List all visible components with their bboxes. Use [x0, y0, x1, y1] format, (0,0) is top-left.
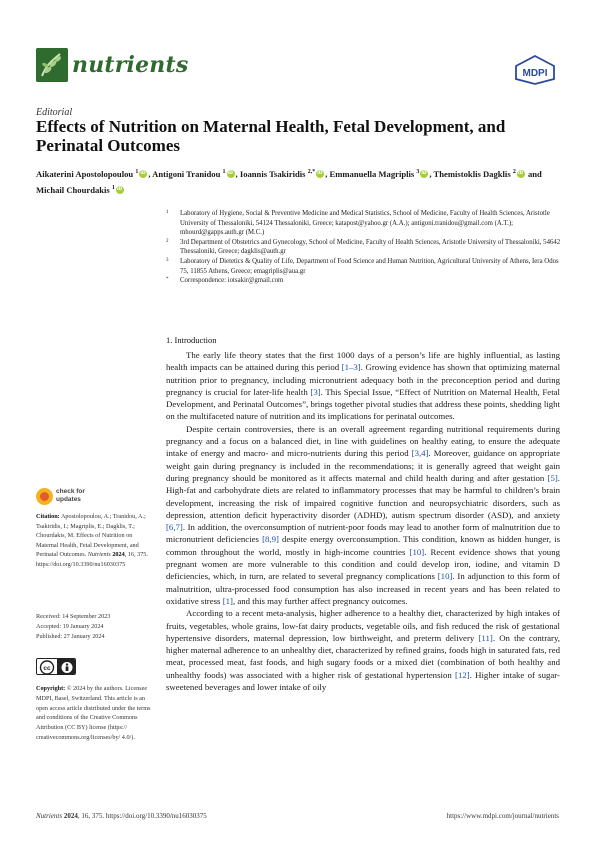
copyright-block: [36, 684, 154, 743]
orcid-icon[interactable]: [139, 170, 147, 178]
affiliation-item: [166, 209, 566, 238]
correspondence-text: Correspondence: iotsakir@gmail.com: [180, 277, 284, 285]
citation-link[interactable]: [3]: [310, 386, 321, 397]
citation-link[interactable]: [10]: [409, 546, 425, 557]
publication-dates: [36, 612, 154, 642]
correspondence-item: [166, 276, 566, 286]
affiliation-text: 3rd Department of Obstetrics and Gynecology, School of Medicine, Faculty of Health Sciences, Aristotle University of Thessaloniki, 54642 Thessaloniki, Greece; dagklis@auth.gr: [180, 238, 561, 256]
citation-link[interactable]: [3,4]: [411, 448, 429, 459]
citation-link[interactable]: [10]: [437, 571, 453, 582]
article-body: [166, 349, 560, 693]
accepted-date: Accepted: 19 January 2024: [36, 623, 104, 630]
author-affiliation-sup: 2: [512, 169, 516, 176]
affiliation-number: *: [166, 277, 169, 283]
author-affiliation-sup: 1: [111, 185, 115, 192]
citation-link[interactable]: [1]: [222, 595, 233, 606]
author-name[interactable]: Michail Chourdakis: [36, 185, 110, 195]
citation-link[interactable]: [6,7]: [166, 522, 183, 533]
check-updates-icon: [36, 488, 53, 505]
author-affiliation-sup: 1: [222, 169, 226, 176]
citation-journal: Nutrients: [87, 551, 111, 558]
publisher-name: MDPI: [522, 68, 548, 79]
orcid-icon[interactable]: [116, 186, 124, 194]
footer-journal: Nutrients: [36, 812, 63, 820]
citation-block: [36, 512, 154, 569]
footer-year: 2024: [63, 812, 78, 820]
received-date: Received: 14 September 2023: [36, 613, 111, 620]
check-for-updates-button[interactable]: [36, 488, 96, 506]
author-name[interactable]: Ioannis Tsakiridis: [239, 169, 306, 179]
author-name[interactable]: Themistoklis Dagklis: [433, 169, 511, 179]
body-paragraph: Despite certain controversies, there is an overall agreement regarding nutritional requirements during pregnancy and a focus on a balanced diet, in line with guidelines on healthy eating, to ensure the adequate intake of energy and macro- and micro-nutrients during this period [3,4]. Moreover, guidance on appropriate weight gain during pregnancy is included in the recommendations; it is generally agreed that weight gain during pregnancy should be monitored as it affects maternal and child health during and after gestation [5]. High-fat and carbohydrate diets are related to inflammatory processes that may be harmful to children’s brain development, increasing the risk of impaired cognitive function and neuropsychiatric disorders, such as depression, attention deficit hyperactivity disorder (ADHD), autism spectrum disorder (ASD), and anxiety [6,7]. In addition, the overconsumption of nutrient-poor foods may lead to another form of malnutrition due to micronutrient deficiencies [8,9] despite energy overconsumption. This condition, known as hidden hunger, is common throughout the world, mostly in high-income countries [10]. Recent evidence shows that young pregnant women are more vulnerable to this condition and could develop iron, iodine, and vitamin D deficiencies, which, in turn, are related to several pregnancy complications [10]. In adjunction to this form of malnutrition, ultra-processed food consumption has also increased in recent years and has been related to oxidative stress [1], and this may further affect pregnancy outcomes.: [166, 423, 560, 606]
citation-label: Citation:: [36, 513, 60, 520]
orcid-icon[interactable]: [227, 170, 235, 178]
author-name[interactable]: Emmanuella Magriplis: [329, 169, 415, 179]
affiliation-item: [166, 257, 566, 276]
citation-link[interactable]: [11]: [478, 632, 493, 643]
affiliation-list: [166, 209, 566, 286]
citation-link[interactable]: [12]: [455, 669, 470, 680]
article-type: Editorial: [36, 107, 73, 118]
footer-citation: [36, 812, 207, 820]
affiliation-number: 1: [166, 210, 169, 215]
copyright-text: © 2024 by the authors. Licensee MDPI, Basel, Switzerland. This article is an open access article distributed under the terms and conditions of the Creative Commons Attribution (CC BY) license (https:// creativecommons.org/licenses/by/ 4.0/).: [36, 685, 151, 741]
cc-by-license-icon[interactable]: [36, 658, 76, 675]
author-name[interactable]: Antigoni Tranidou: [152, 169, 221, 179]
article-title: Effects of Nutrition on Maternal Health, Fetal Development, and Perinatal Outcomes: [36, 117, 506, 155]
author-affiliation-sup: 3: [416, 169, 420, 176]
journal-logo-icon: [36, 48, 68, 82]
section-heading: 1. Introduction: [166, 335, 217, 345]
author-name[interactable]: Aikaterini Apostolopoulou: [36, 169, 134, 179]
affiliation-item: [166, 238, 566, 257]
body-paragraph: The early life theory states that the first 1000 days of a person’s life are highly influential, as lasting health impacts can be attained during this period [1–3]. Growing evidence has shown that optimizing maternal nutrition prior to pregnancy, including micronutrient adequacy both in the preconception period and during pregnancy is crucial for later-life health [3]. This Special Issue, “Effect of Nutrition on Maternal Health, Fetal Development, and Perinatal Outcomes”, brings together pivotal studies that address these points, shedding light on the multifaceted nature of nutrition and its implications for perinatal outcomes.: [166, 350, 561, 422]
affiliation-number: 3: [166, 257, 169, 263]
footer-doi[interactable]: , 16, 375. https://doi.org/10.3390/nu16030375: [77, 812, 207, 820]
citation-text: Apostolopoulou, A.; Tranidou, A.; Tsakiridis, I.; Magriplis, E.; Dagklis, T.; Chourdakis, M. Effects of Nutrition on Maternal Health, Fetal Development, and Perinatal Outcomes.: [36, 513, 146, 558]
copyright-label: Copyright:: [36, 685, 66, 692]
mdpi-logo-icon[interactable]: [514, 55, 556, 85]
footer-journal-url[interactable]: https://www.mdpi.com/journal/nutrients: [446, 812, 559, 820]
citation-link[interactable]: [1–3]: [341, 362, 361, 373]
body-paragraph: According to a recent meta-analysis, higher adherence to a healthy diet, characterized by high intakes of fruits, vegetables, whole grains, low-fat dairy products, vegetable oils, and fish reduced the risk of gestational hypertensive disorders, maternal depression, low birthweight, and preterm delivery [11]. On the contrary, higher maternal adherence to an unhealthy diet, characterized by refined grains, foods high in saturated fats, red meat, processed meat, fast foods, and high sugary foods or a mixed diet (combination of both healthy and unhealthy foods) was associated with a higher risk of gestational hypertension [12]. Higher intake of sugar-sweetened beverages and lower intake of oily: [166, 608, 560, 693]
check-updates-label: check for updates: [56, 488, 85, 503]
orcid-icon[interactable]: [316, 170, 324, 178]
orcid-icon[interactable]: [517, 170, 525, 178]
citation-link[interactable]: [8,9]: [262, 534, 279, 545]
journal-name[interactable]: nutrients: [72, 52, 189, 78]
citation-doi[interactable]: , 16, 375. https://doi.org/10.3390/nu16030375: [36, 551, 148, 568]
author-list: Aikaterini Apostolopoulou $^1$iD , Antigoni Tranidou $^1$iD , Ioannis Tsakiridis $^{2,*}$iD , Emmanuella Magriplis $^3$iD , Themistoklis Dagklis $^2$iD and Michail Chourdakis $^1$iD: [36, 166, 566, 198]
affiliation-number: 2: [166, 238, 169, 244]
affiliation-text: Laboratory of Hygiene, Social & Preventive Medicine and Medical Statistics, School of Medicine, Faculty of Health Sciences, Aristotle University of Thessaloniki, 54124 Thessaloniki, Greece; katapost@yahoo.gr (A.A.); antigoni.tranidou@gmail.com (A.T.); mhourd@gapps.auth.gr (M.C.): [180, 210, 550, 237]
citation-year: 2024: [112, 551, 125, 558]
citation-link[interactable]: [5]: [547, 472, 558, 483]
author-affiliation-sup: 1: [135, 169, 139, 176]
author-affiliation-sup: 2,*: [307, 169, 316, 176]
published-date: Published: 27 January 2024: [36, 633, 105, 640]
orcid-icon[interactable]: [420, 170, 428, 178]
affiliation-text: Laboratory of Dietetics & Quality of Life, Department of Food Science and Human Nutrition, Agricultural University of Athens, Iera Odos 75, 11855 Athens, Greece; emagriplis@aua.gr: [180, 257, 559, 275]
cc-text: cc: [43, 665, 51, 672]
